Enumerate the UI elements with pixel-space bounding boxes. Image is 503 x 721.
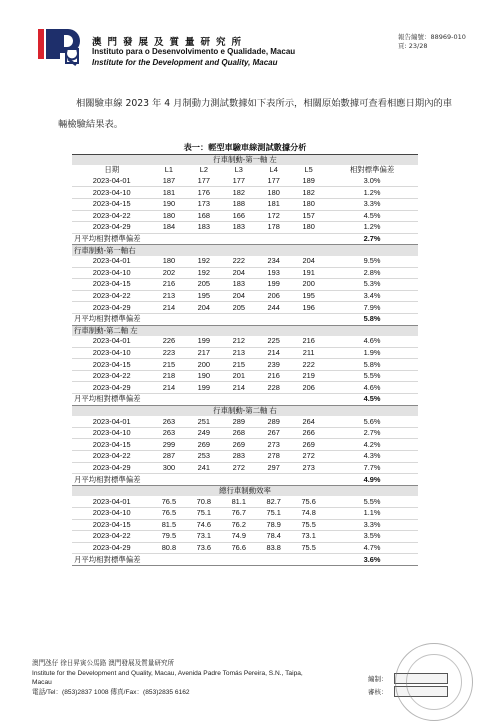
- monthly-average-value: 2.7%: [326, 233, 418, 245]
- section-title: 行車制動-第二軸 右: [72, 405, 418, 416]
- lane-value-cell: 181: [151, 187, 186, 199]
- date-cell: 2023-04-15: [72, 519, 151, 531]
- rsd-cell: 4.6%: [326, 336, 418, 347]
- lane-value-cell: 75.5: [291, 542, 326, 554]
- lane-value-cell: 188: [221, 198, 256, 210]
- lane-value-cell: 217: [186, 347, 221, 359]
- lane-value-cell: 228: [256, 382, 291, 394]
- brake-test-table-wrapper: [72, 143, 418, 566]
- table-row: [72, 347, 418, 359]
- intro-paragraph: [58, 93, 458, 135]
- section-header-row: [72, 245, 418, 256]
- lane-value-cell: 218: [151, 370, 186, 382]
- lane-value-cell: 78.9: [256, 519, 291, 531]
- monthly-average-value: 3.6%: [326, 554, 418, 566]
- lane-value-cell: 199: [256, 279, 291, 291]
- lane-value-cell: 70.8: [186, 496, 221, 507]
- report-meta: [398, 33, 466, 51]
- lane-value-cell: 182: [221, 187, 256, 199]
- lane-value-cell: 168: [186, 210, 221, 222]
- lane-value-cell: 234: [256, 256, 291, 267]
- table-row: [72, 267, 418, 279]
- table-row: [72, 279, 418, 291]
- rsd-cell: 3.3%: [326, 198, 418, 210]
- monthly-average-row: [72, 313, 418, 325]
- monthly-average-label: 月平均相對標準偏差: [72, 394, 326, 406]
- rsd-cell: 3.3%: [326, 519, 418, 531]
- lane-value-cell: 204: [186, 302, 221, 314]
- lane-value-cell: 244: [256, 302, 291, 314]
- table-row: [72, 496, 418, 507]
- lane-value-cell: 272: [291, 451, 326, 463]
- intro-text: 相關驗車線 2023 年 4 月制動力測試數據如下表所示，相關原始數據可查看相應日期內的車輛檢驗結果表。: [58, 98, 453, 130]
- lane-value-cell: 266: [291, 427, 326, 439]
- page-number: 頁: 23/28: [398, 42, 428, 50]
- date-cell: 2023-04-29: [72, 222, 151, 234]
- table-row: [72, 451, 418, 463]
- lane-value-cell: 183: [221, 222, 256, 234]
- lane-value-cell: 83.8: [256, 542, 291, 554]
- date-cell: 2023-04-15: [72, 359, 151, 371]
- lane-value-cell: 192: [186, 256, 221, 267]
- footer-address-cn: 澳門氹仔 徐日昇寅公馬路 澳門發展及質量研究所: [32, 660, 175, 667]
- lane-value-cell: 187: [151, 176, 186, 187]
- lane-value-cell: 76.6: [221, 542, 256, 554]
- column-header: 日期: [72, 165, 151, 176]
- lane-value-cell: 222: [291, 359, 326, 371]
- lane-value-cell: 216: [151, 279, 186, 291]
- monthly-average-label: 月平均相對標準偏差: [72, 474, 326, 486]
- lane-value-cell: 73.1: [186, 531, 221, 543]
- table-row: [72, 290, 418, 302]
- lane-value-cell: 213: [151, 290, 186, 302]
- lane-value-cell: 251: [186, 416, 221, 427]
- section-title: 行車制動-第一軸右: [72, 245, 418, 256]
- lane-value-cell: 263: [151, 427, 186, 439]
- lane-value-cell: 205: [186, 279, 221, 291]
- lane-value-cell: 183: [186, 222, 221, 234]
- lane-value-cell: 73.1: [291, 531, 326, 543]
- lane-value-cell: 283: [221, 451, 256, 463]
- table-row: [72, 416, 418, 427]
- table-row: [72, 187, 418, 199]
- monthly-average-row: [72, 474, 418, 486]
- lane-value-cell: 180: [151, 256, 186, 267]
- lane-value-cell: 223: [151, 347, 186, 359]
- lane-value-cell: 263: [151, 416, 186, 427]
- rsd-cell: 7.9%: [326, 302, 418, 314]
- date-cell: 2023-04-29: [72, 302, 151, 314]
- table-caption-row: [72, 143, 418, 154]
- date-cell: 2023-04-15: [72, 439, 151, 451]
- date-cell: 2023-04-29: [72, 462, 151, 474]
- lane-value-cell: 205: [221, 302, 256, 314]
- lane-value-cell: 181: [256, 198, 291, 210]
- lane-value-cell: 214: [256, 347, 291, 359]
- lane-value-cell: 199: [186, 336, 221, 347]
- brake-test-table-body: [72, 143, 418, 565]
- lane-value-cell: 212: [221, 336, 256, 347]
- lane-value-cell: 215: [221, 359, 256, 371]
- lane-value-cell: 199: [186, 382, 221, 394]
- date-cell: 2023-04-10: [72, 347, 151, 359]
- rsd-cell: 5.8%: [326, 359, 418, 371]
- lane-value-cell: 267: [256, 427, 291, 439]
- lane-value-cell: 76.2: [221, 519, 256, 531]
- prepared-by-label: 編制：: [368, 675, 388, 683]
- table-row: [72, 222, 418, 234]
- monthly-average-row: [72, 394, 418, 406]
- table-row: [72, 439, 418, 451]
- lane-value-cell: 278: [256, 451, 291, 463]
- date-cell: 2023-04-22: [72, 210, 151, 222]
- footer-address-city: Macau: [32, 679, 52, 686]
- lane-value-cell: 73.6: [186, 542, 221, 554]
- column-header: L3: [221, 165, 256, 176]
- lane-value-cell: 204: [221, 267, 256, 279]
- reviewed-by-label: 審核：: [368, 688, 388, 696]
- table-row: [72, 427, 418, 439]
- lane-value-cell: 78.4: [256, 531, 291, 543]
- report-number: 報告編號：88969-010: [398, 33, 466, 41]
- institute-logo-icon: [36, 25, 80, 69]
- date-cell: 2023-04-22: [72, 370, 151, 382]
- section-title: 行車制動-第二軸 左: [72, 325, 418, 336]
- lane-value-cell: 211: [291, 347, 326, 359]
- lane-value-cell: 75.1: [186, 508, 221, 520]
- lane-value-cell: 216: [291, 336, 326, 347]
- table-row: [72, 519, 418, 531]
- lane-value-cell: 189: [291, 176, 326, 187]
- rsd-cell: 4.5%: [326, 210, 418, 222]
- rsd-cell: 1.2%: [326, 222, 418, 234]
- date-cell: 2023-04-10: [72, 427, 151, 439]
- official-seal-stamp: [395, 643, 473, 721]
- lane-value-cell: 76.5: [151, 508, 186, 520]
- date-cell: 2023-04-10: [72, 267, 151, 279]
- lane-value-cell: 264: [291, 416, 326, 427]
- lane-value-cell: 74.8: [291, 508, 326, 520]
- lane-value-cell: 180: [151, 210, 186, 222]
- section-header-row: [72, 154, 418, 165]
- table-row: [72, 531, 418, 543]
- official-seal-inner-ring: [406, 654, 462, 710]
- lane-value-cell: 76.5: [151, 496, 186, 507]
- lane-value-cell: 177: [256, 176, 291, 187]
- monthly-average-row: [72, 554, 418, 566]
- lane-value-cell: 190: [186, 370, 221, 382]
- lane-value-cell: 249: [186, 427, 221, 439]
- table-row: [72, 370, 418, 382]
- lane-value-cell: 214: [221, 382, 256, 394]
- lane-value-cell: 201: [221, 370, 256, 382]
- lane-value-cell: 202: [151, 267, 186, 279]
- lane-value-cell: 157: [291, 210, 326, 222]
- date-cell: 2023-04-15: [72, 279, 151, 291]
- lane-value-cell: 289: [256, 416, 291, 427]
- rsd-cell: 5.5%: [326, 370, 418, 382]
- date-cell: 2023-04-01: [72, 416, 151, 427]
- lane-value-cell: 269: [291, 439, 326, 451]
- date-cell: 2023-04-15: [72, 198, 151, 210]
- lane-value-cell: 195: [291, 290, 326, 302]
- column-header-row: [72, 165, 418, 176]
- section-title: 總行車制動效率: [72, 485, 418, 496]
- date-cell: 2023-04-29: [72, 542, 151, 554]
- lane-value-cell: 180: [291, 222, 326, 234]
- date-cell: 2023-04-01: [72, 176, 151, 187]
- org-name-english: Institute for the Development and Quality, Macau: [92, 58, 278, 67]
- lane-value-cell: 299: [151, 439, 186, 451]
- lane-value-cell: 300: [151, 462, 186, 474]
- rsd-cell: 3.4%: [326, 290, 418, 302]
- column-header: L2: [186, 165, 221, 176]
- footer-contact: 電話/Tel：(853)2837 1008 傳真/Fax：(853)2835 6162: [32, 688, 190, 696]
- lane-value-cell: 287: [151, 451, 186, 463]
- monthly-average-label: 月平均相對標準偏差: [72, 554, 326, 566]
- date-cell: 2023-04-01: [72, 336, 151, 347]
- lane-value-cell: 195: [186, 290, 221, 302]
- lane-value-cell: 183: [221, 279, 256, 291]
- section-header-row: [72, 485, 418, 496]
- lane-value-cell: 180: [291, 198, 326, 210]
- section-title: 行車制動-第一軸 左: [72, 154, 418, 165]
- monthly-average-value: 4.5%: [326, 394, 418, 406]
- rsd-cell: 4.2%: [326, 439, 418, 451]
- lane-value-cell: 214: [151, 302, 186, 314]
- lane-value-cell: 81.1: [221, 496, 256, 507]
- lane-value-cell: 81.5: [151, 519, 186, 531]
- lane-value-cell: 180: [256, 187, 291, 199]
- column-header: L1: [151, 165, 186, 176]
- lane-value-cell: 166: [221, 210, 256, 222]
- table-caption: 表一：輕型車驗車線測試數據分析: [72, 143, 418, 154]
- rsd-cell: 4.7%: [326, 542, 418, 554]
- lane-value-cell: 74.6: [186, 519, 221, 531]
- page-header: [0, 0, 503, 80]
- section-header-row: [72, 405, 418, 416]
- lane-value-cell: 272: [221, 462, 256, 474]
- table-row: [72, 198, 418, 210]
- lane-value-cell: 241: [186, 462, 221, 474]
- rsd-cell: 5.6%: [326, 416, 418, 427]
- lane-value-cell: 184: [151, 222, 186, 234]
- lane-value-cell: 289: [221, 416, 256, 427]
- table-row: [72, 336, 418, 347]
- lane-value-cell: 297: [256, 462, 291, 474]
- lane-value-cell: 269: [221, 439, 256, 451]
- table-row: [72, 256, 418, 267]
- table-row: [72, 359, 418, 371]
- lane-value-cell: 193: [256, 267, 291, 279]
- monthly-average-value: 5.8%: [326, 313, 418, 325]
- lane-value-cell: 177: [186, 176, 221, 187]
- lane-value-cell: 268: [221, 427, 256, 439]
- lane-value-cell: 225: [256, 336, 291, 347]
- rsd-cell: 1.9%: [326, 347, 418, 359]
- monthly-average-row: [72, 233, 418, 245]
- rsd-cell: 3.0%: [326, 176, 418, 187]
- lane-value-cell: 172: [256, 210, 291, 222]
- lane-value-cell: 213: [221, 347, 256, 359]
- lane-value-cell: 76.7: [221, 508, 256, 520]
- table-row: [72, 382, 418, 394]
- rsd-cell: 1.2%: [326, 187, 418, 199]
- page-footer: [32, 659, 332, 697]
- column-header: L4: [256, 165, 291, 176]
- lane-value-cell: 222: [221, 256, 256, 267]
- lane-value-cell: 192: [186, 267, 221, 279]
- lane-value-cell: 190: [151, 198, 186, 210]
- lane-value-cell: 273: [291, 462, 326, 474]
- table-row: [72, 210, 418, 222]
- date-cell: 2023-04-22: [72, 531, 151, 543]
- rsd-cell: 7.7%: [326, 462, 418, 474]
- table-row: [72, 542, 418, 554]
- lane-value-cell: 253: [186, 451, 221, 463]
- lane-value-cell: 204: [291, 256, 326, 267]
- lane-value-cell: 173: [186, 198, 221, 210]
- rsd-cell: 4.6%: [326, 382, 418, 394]
- date-cell: 2023-04-10: [72, 508, 151, 520]
- date-cell: 2023-04-22: [72, 451, 151, 463]
- lane-value-cell: 226: [151, 336, 186, 347]
- lane-value-cell: 273: [256, 439, 291, 451]
- org-name-chinese: 澳門發展及質量研究所: [92, 37, 248, 48]
- lane-value-cell: 219: [291, 370, 326, 382]
- lane-value-cell: 82.7: [256, 496, 291, 507]
- lane-value-cell: 80.8: [151, 542, 186, 554]
- rsd-cell: 2.8%: [326, 267, 418, 279]
- date-cell: 2023-04-29: [72, 382, 151, 394]
- lane-value-cell: 214: [151, 382, 186, 394]
- date-cell: 2023-04-22: [72, 290, 151, 302]
- rsd-cell: 3.5%: [326, 531, 418, 543]
- lane-value-cell: 75.5: [291, 519, 326, 531]
- lane-value-cell: 79.5: [151, 531, 186, 543]
- date-cell: 2023-04-10: [72, 187, 151, 199]
- lane-value-cell: 182: [291, 187, 326, 199]
- lane-value-cell: 206: [256, 290, 291, 302]
- lane-value-cell: 176: [186, 187, 221, 199]
- lane-value-cell: 269: [186, 439, 221, 451]
- lane-value-cell: 216: [256, 370, 291, 382]
- table-row: [72, 176, 418, 187]
- rsd-cell: 2.7%: [326, 427, 418, 439]
- monthly-average-value: 4.9%: [326, 474, 418, 486]
- lane-value-cell: 196: [291, 302, 326, 314]
- section-header-row: [72, 325, 418, 336]
- lane-value-cell: 178: [256, 222, 291, 234]
- lane-value-cell: 177: [221, 176, 256, 187]
- rsd-cell: 9.5%: [326, 256, 418, 267]
- org-name-portuguese: Instituto para o Desenvolvimento e Qualidade, Macau: [92, 47, 296, 56]
- lane-value-cell: 74.9: [221, 531, 256, 543]
- footer-address-en: Institute for the Development and Quality, Macau, Avenida Padre Tomás Pereira, S.N., Taipa,: [32, 669, 303, 677]
- lane-value-cell: 191: [291, 267, 326, 279]
- lane-value-cell: 75.6: [291, 496, 326, 507]
- rsd-cell: 1.1%: [326, 508, 418, 520]
- lane-value-cell: 215: [151, 359, 186, 371]
- lane-value-cell: 239: [256, 359, 291, 371]
- column-header: L5: [291, 165, 326, 176]
- rsd-cell: 5.3%: [326, 279, 418, 291]
- lane-value-cell: 200: [291, 279, 326, 291]
- table-row: [72, 302, 418, 314]
- column-header: 相對標準偏差: [326, 165, 418, 176]
- lane-value-cell: 206: [291, 382, 326, 394]
- lane-value-cell: 200: [186, 359, 221, 371]
- brake-test-table: [72, 143, 418, 566]
- monthly-average-label: 月平均相對標準偏差: [72, 233, 326, 245]
- lane-value-cell: 204: [221, 290, 256, 302]
- monthly-average-label: 月平均相對標準偏差: [72, 313, 326, 325]
- table-row: [72, 508, 418, 520]
- date-cell: 2023-04-01: [72, 256, 151, 267]
- lane-value-cell: 75.1: [256, 508, 291, 520]
- rsd-cell: 5.5%: [326, 496, 418, 507]
- table-row: [72, 462, 418, 474]
- date-cell: 2023-04-01: [72, 496, 151, 507]
- rsd-cell: 4.3%: [326, 451, 418, 463]
